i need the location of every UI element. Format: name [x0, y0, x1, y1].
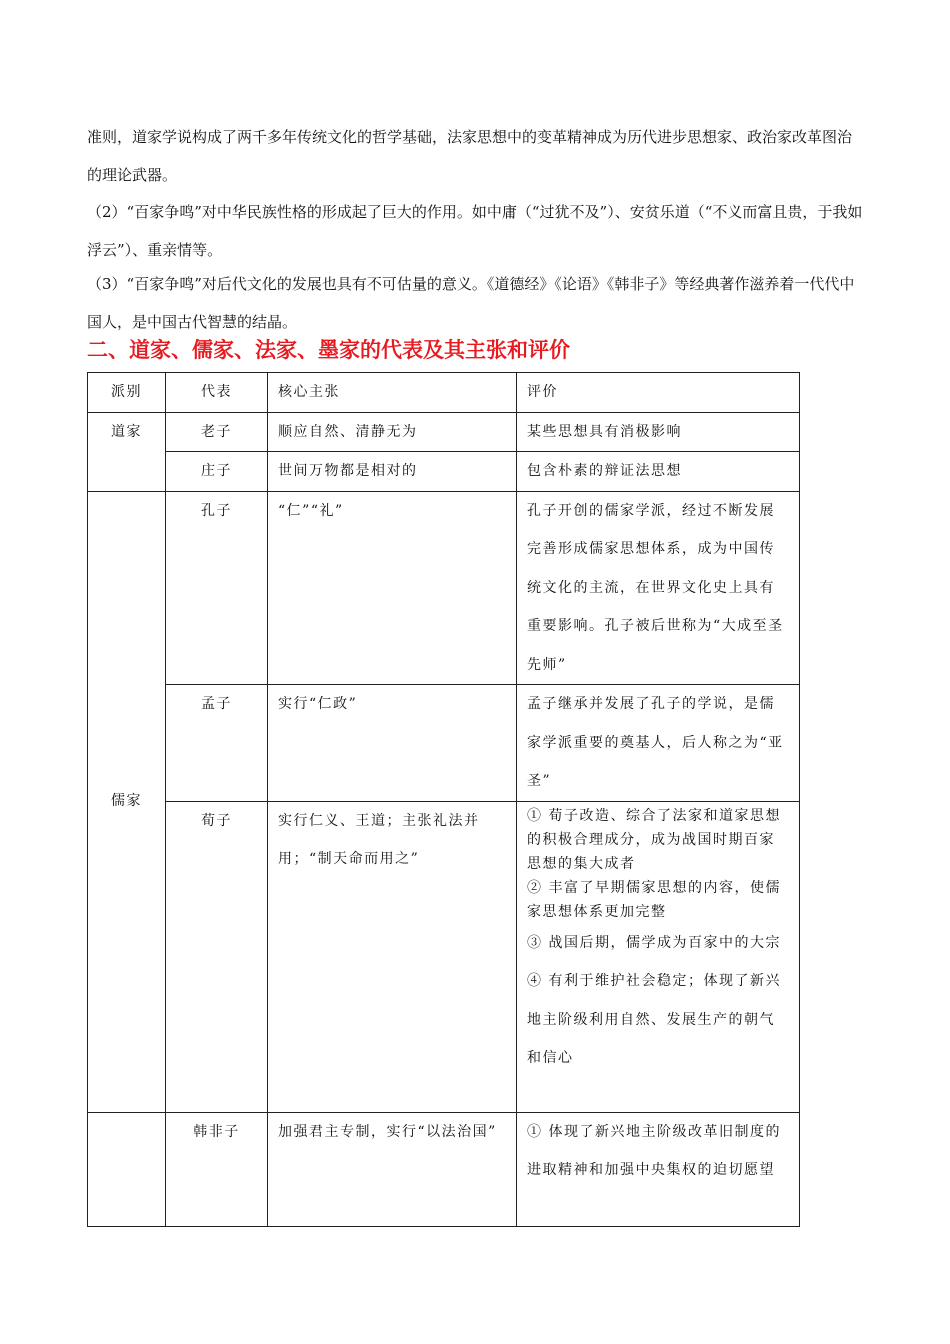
evaluation-point-1: ① 荀子改造、综合了法家和道家思想的积极合理成分，成为战国时期百家思想的集大成者: [527, 807, 781, 872]
evaluation-cell: [517, 801, 800, 1112]
header-representative: 代表: [166, 373, 268, 413]
representative-cell: 孟子: [166, 685, 268, 802]
evaluation-point-4: ④ 有利于维护社会稳定；体现了新兴地主阶级利用自然、发展生产的朝气和信心: [527, 973, 781, 1066]
table-row: [88, 452, 800, 492]
table-row: [88, 491, 800, 685]
evaluation-point-3: ③ 战国后期，儒学成为百家中的大宗: [527, 934, 781, 951]
header-school: 派别: [88, 373, 166, 413]
claim-cell: “仁”“礼”: [268, 491, 517, 685]
paragraph-3: （3）“百家争鸣”对后代文化的发展也具有不可估量的意义。《道德经》《论语》《韩非子》等经典著作滋养着一代代中国人，是中国古代智慧的结晶。: [87, 275, 855, 331]
paragraph-2: （2）“百家争鸣”对中华民族性格的形成起了巨大的作用。如中庸（“过犹不及”）、安贫乐道（“不义而富且贵，于我如浮云”）、重亲情等。: [87, 203, 863, 259]
evaluation-cell: 孟子继承并发展了孔子的学说，是儒家学派重要的奠基人，后人称之为“亚圣”: [517, 685, 800, 802]
school-cell-rujia: 儒家: [88, 491, 166, 1112]
evaluation-point-2: ② 丰富了早期儒家思想的内容，使儒家思想体系更加完整: [527, 879, 781, 920]
claim-cell: 加强君主专制，实行“以法治国”: [268, 1112, 517, 1226]
table-header-row: [88, 373, 800, 413]
school-cell-daojia: 道家: [88, 412, 166, 491]
section-heading: 二、道家、儒家、法家、墨家的代表及其主张和评价: [87, 338, 570, 362]
evaluation-cell: 某些思想具有消极影响: [517, 412, 800, 452]
header-evaluation: 评价: [517, 373, 800, 413]
table-row: [88, 685, 800, 802]
paragraph-1: 准则，道家学说构成了两千多年传统文化的哲学基础，法家思想中的变革精神成为历代进步思想家、政治家改革图治的理论武器。: [87, 128, 853, 184]
evaluation-cell: 孔子开创的儒家学派，经过不断发展完善形成儒家思想体系，成为中国传统文化的主流，在世界文化史上具有重要影响。孔子被后世称为“大成至圣先师”: [517, 491, 800, 685]
claim-cell: 顺应自然、清静无为: [268, 412, 517, 452]
schools-table: [87, 372, 800, 1227]
claim-cell: 实行仁义、王道；主张礼法并用；“制天命而用之”: [268, 801, 517, 1112]
representative-cell: 韩非子: [166, 1112, 268, 1226]
representative-cell: 荀子: [166, 801, 268, 1112]
claim-cell: 实行“仁政”: [268, 685, 517, 802]
header-core-claim: 核心主张: [268, 373, 517, 413]
table-row: [88, 1112, 800, 1226]
representative-cell: 庄子: [166, 452, 268, 492]
table-row: [88, 801, 800, 1112]
representative-cell: 孔子: [166, 491, 268, 685]
claim-cell: 世间万物都是相对的: [268, 452, 517, 492]
evaluation-cell: ① 体现了新兴地主阶级改革旧制度的进取精神和加强中央集权的迫切愿望: [517, 1112, 800, 1226]
representative-cell: 老子: [166, 412, 268, 452]
school-cell-fajia: [88, 1112, 166, 1226]
evaluation-cell: 包含朴素的辩证法思想: [517, 452, 800, 492]
table-row: [88, 412, 800, 452]
